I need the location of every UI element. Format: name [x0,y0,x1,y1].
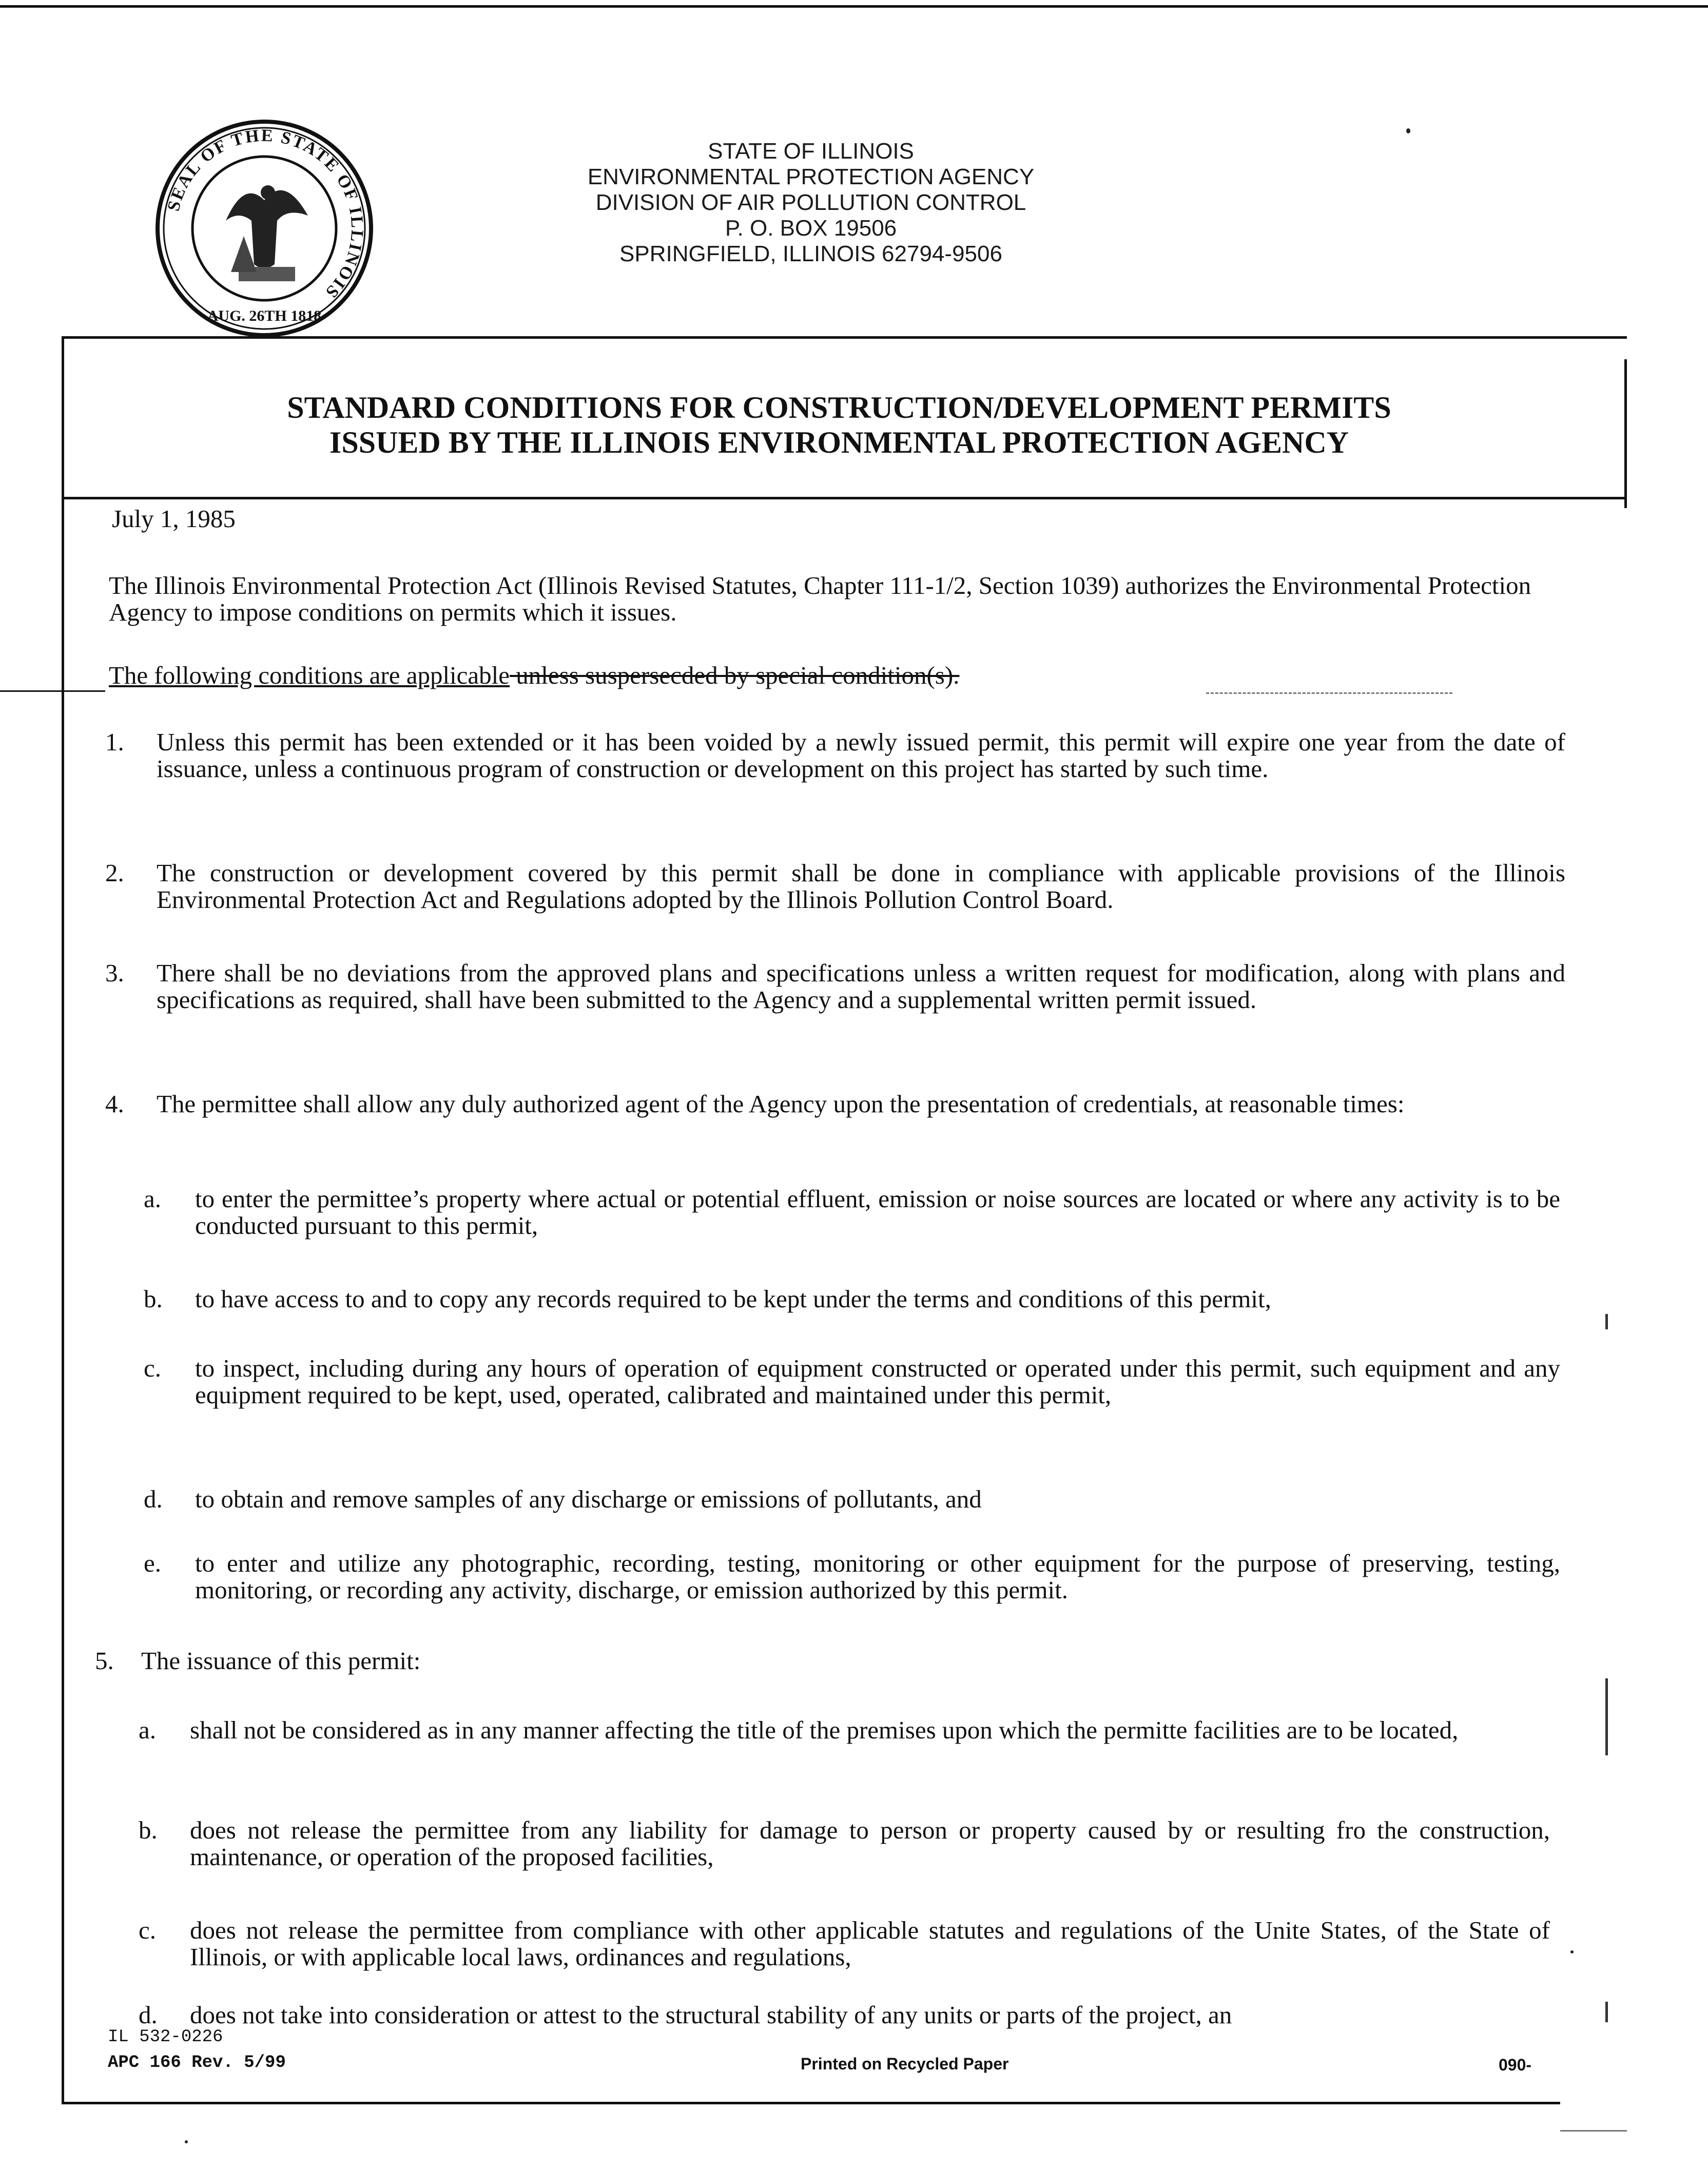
applicable-underlined: The following conditions are applicable [109,661,510,689]
state-seal-logo [154,118,375,339]
item-number: 4. [105,1090,124,1118]
sub-letter: d. [144,1485,163,1513]
frame-right-rule [1624,359,1627,508]
condition-item-3 [105,960,1565,1013]
item-text: The construction or development covered by this permit shall be done in compliance with applicable provisions of the Illinois Environmental Protection Act and Regulations adopted by the Illinois Pollution Control Board. [157,859,1565,914]
condition-5c [139,1917,1550,1970]
sub-letter: a. [144,1185,161,1213]
sub-letter: c. [144,1354,161,1382]
frame-bottom-rule [62,2102,1560,2104]
seal-text: SEAL OF THE STATE OF ILLINOIS [164,126,367,303]
item-number: 3. [105,959,124,987]
agency-address [554,139,1068,267]
form-revision: APC 166 Rev. 5/99 [108,2053,286,2073]
condition-item-1 [105,729,1565,782]
scan-speck [1570,1950,1574,1953]
condition-5a [139,1717,1550,1744]
applicable-statement [109,662,959,689]
seal-year: 1818 [286,256,305,266]
item-number: 5. [95,1647,114,1675]
intro-paragraph: The Illinois Environmental Protection Act (Illinois Revised Statutes, Chapter 111-1/2, Section 1039) authorizes the Environmental Protection Agency to impose conditions on permits which it issues. [109,571,1531,626]
sub-text: does not release the permittee from any liability for damage to person or property caused by or resulting fro the construction, maintenance, or operation of the proposed facilities, [190,1816,1550,1871]
document-date: July 1, 1985 [112,505,236,533]
condition-4c [144,1355,1560,1408]
agency-line-1: STATE OF ILLINOIS [708,139,914,164]
item-number: 1. [105,728,124,756]
recycled-paper-note: Printed on Recycled Paper [801,2055,1009,2073]
applicable-struck: unless suspersecded by special condition(s). [510,661,960,689]
item-text: The permittee shall allow any duly authorized agent of the Agency upon the presentation of credentials, at reasonable times: [157,1090,1405,1118]
seal-date: AUG. 26TH 1818 [207,307,322,324]
sub-letter: b. [144,1285,163,1313]
scan-speck [1406,128,1410,133]
agency-line-2: ENVIRONMENTAL PROTECTION AGENCY [587,164,1035,189]
margin-tick [0,690,105,692]
condition-4b [144,1286,1560,1312]
sub-text: to inspect, including during any hours of operation of equipment constructed or operated under this permit, such equipment and any equipment required to be kept, used, operated, calibrated and maintained under this permit, [195,1354,1560,1409]
item-text: The issuance of this permit: [141,1647,421,1675]
item-number: 2. [105,859,124,887]
condition-4d [144,1486,1560,1513]
sub-letter: c. [139,1916,156,1944]
sub-letter: d. [139,2001,158,2029]
condition-4e [144,1550,1560,1603]
form-code: 090- [1499,2056,1532,2074]
title-line-2: ISSUED BY THE ILLINOIS ENVIRONMENTAL PROTECTION AGENCY [329,425,1349,459]
frame-left-rule [62,336,64,2104]
sub-text: to obtain and remove samples of any discharge or emissions of pollutants, and [195,1485,982,1513]
title-line-1: STANDARD CONDITIONS FOR CONSTRUCTION/DEVELOPMENT PERMITS [287,391,1391,424]
scan-speck [185,2140,188,2143]
frame-top-rule [62,336,1627,339]
sub-letter: b. [139,1816,158,1844]
top-rule [0,5,1708,8]
dashed-rule [1206,692,1452,694]
sub-text: to have access to and to copy any records required to be kept under the terms and conditions of this permit, [195,1285,1271,1313]
scan-mark [1605,1314,1608,1329]
condition-item-4 [105,1091,1565,1117]
condition-5b [139,1817,1550,1870]
sub-text: to enter the permittee’s property where actual or potential effluent, emission or noise sources are located or where any activity is to be conducted pursuant to this permit, [195,1185,1560,1240]
condition-item-5 [95,1648,1563,1674]
item-text: There shall be no deviations from the approved plans and specifications unless a written request for modification, along with plans and specifications as required, shall have been submitted to the Agency and a supplemental written permit issued. [157,959,1565,1014]
agency-line-4: P. O. BOX 19506 [725,216,897,241]
sub-letter: e. [144,1549,161,1577]
condition-item-2 [105,860,1565,913]
frame-title-divider [62,497,1627,499]
condition-4a [144,1186,1560,1239]
sub-text: does not take into consideration or attest to the structural stability of any units or parts of the project, an [190,2001,1232,2029]
scan-mark [1605,2002,1608,2022]
scan-mark [1605,1678,1608,1755]
condition-5d [139,2002,1555,2028]
agency-line-3: DIVISION OF AIR POLLUTION CONTROL [595,190,1026,215]
sub-text: does not release the permittee from compliance with other applicable statutes and regulations of the Unite States, of the State of Illinois, or with applicable local laws, ordinances and regulations, [190,1916,1550,1971]
item-text: Unless this permit has been extended or it has been voided by a newly issued permit, this permit will expire one year from the date of issuance, unless a continuous program of construction or development on this project has started by such time. [157,728,1565,783]
document-title [216,390,1463,460]
sub-text: shall not be considered as in any manner affecting the title of the premises upon which the permitte facilities are to be located, [190,1716,1459,1744]
agency-line-5: SPRINGFIELD, ILLINOIS 62794-9506 [619,241,1002,266]
sub-text: to enter and utilize any photographic, recording, testing, monitoring or other equipment for the purpose of preserving, testing, monitoring, or recording any activity, discharge, or emission authorized by this permit. [195,1549,1560,1604]
sub-letter: a. [139,1716,156,1744]
form-id: IL 532-0226 [108,2027,223,2047]
scan-mark [1560,2130,1627,2132]
